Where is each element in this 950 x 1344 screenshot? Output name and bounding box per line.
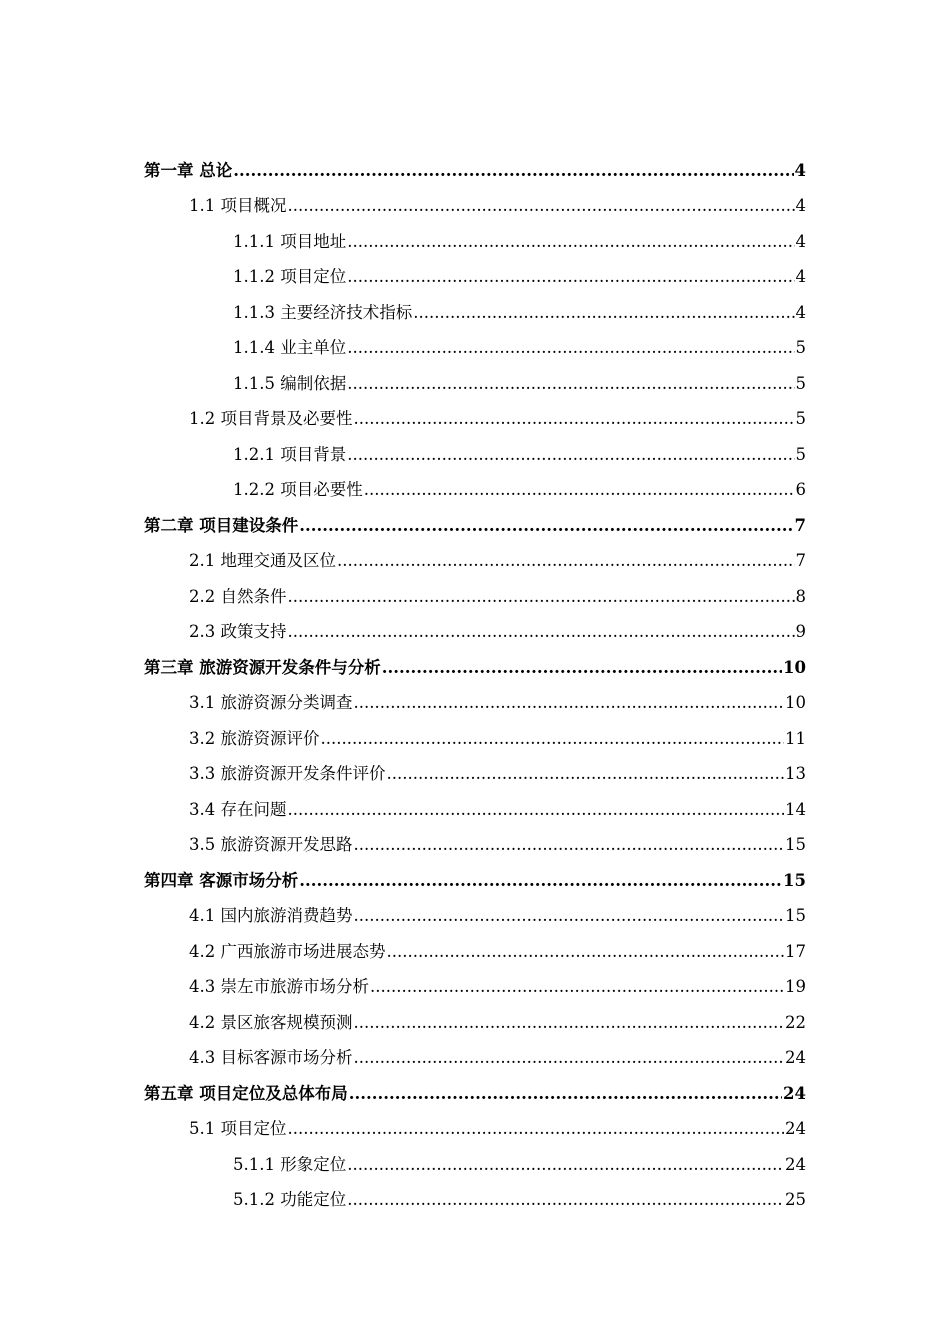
toc-entry-line [189,695,806,712]
toc-entry-line [144,515,806,535]
toc-page-number: 4 [795,267,806,286]
toc-entry-line [189,908,806,925]
toc-entry-line [189,979,806,996]
toc-chapter-entry[interactable] [0,153,950,189]
toc-section-entry[interactable] [0,757,950,793]
toc-entry-title: 1.1.1 项目地址 [233,231,347,251]
toc-dot-leader [347,447,794,464]
toc-entry-line [144,870,806,890]
toc-page-number: 4 [795,196,806,215]
toc-section-entry[interactable] [0,899,950,935]
toc-dot-leader [413,305,794,322]
toc-section-entry[interactable] [0,579,950,615]
toc-section-entry[interactable] [0,1005,950,1041]
toc-page-number: 4 [795,231,806,251]
toc-entry-title: 4.2 广西旅游市场进展态势 [189,941,386,961]
toc-page-number: 11 [785,728,806,748]
toc-section-entry[interactable] [0,295,950,331]
toc-dot-leader [347,376,794,393]
toc-entry-line [189,1121,806,1138]
toc-entry-line [189,941,806,961]
toc-page-number: 22 [785,1012,806,1032]
toc-entry-title: 2.1 地理交通及区位 [189,551,336,570]
toc-entry-line [189,198,806,215]
toc-section-entry[interactable] [0,473,950,509]
toc-entry-line [233,482,806,499]
toc-entry-line [189,766,806,783]
toc-entry-line [189,411,806,428]
toc-dot-leader [233,163,793,180]
toc-entry-line [233,340,806,357]
toc-entry-title: 3.2 旅游资源评价 [189,728,320,748]
toc-dot-leader [354,1015,785,1032]
toc-page-number: 24 [785,1119,806,1138]
toc-dot-leader [387,944,785,961]
toc-dot-leader [354,695,785,712]
toc-page-number: 4 [794,160,806,180]
toc-section-entry[interactable] [0,331,950,367]
toc-dot-leader [347,1157,784,1174]
toc-page-number: 4 [795,302,806,322]
toc-dot-leader [347,269,794,286]
toc-section-entry[interactable] [0,1147,950,1183]
toc-dot-leader [354,908,785,925]
toc-entry-title: 3.1 旅游资源分类调查 [189,693,353,712]
toc-entry-line [233,1192,806,1209]
toc-dot-leader [299,518,793,535]
toc-section-entry[interactable] [0,366,950,402]
toc-page-number: 5 [795,444,806,464]
toc-entry-line [233,269,806,286]
toc-entry-title: 3.5 旅游资源开发思路 [189,835,353,854]
toc-page-number: 10 [783,657,806,677]
toc-dot-leader [382,660,782,677]
toc-section-entry[interactable] [0,615,950,651]
toc-page-number: 14 [785,799,806,819]
toc-entry-title: 1.2 项目背景及必要性 [189,409,353,428]
toc-entry-title: 5.1.2 功能定位 [233,1190,347,1209]
toc-dot-leader [299,873,782,890]
toc-dot-leader [347,1192,784,1209]
toc-entry-line [189,799,806,819]
toc-dot-leader [354,411,795,428]
toc-entry-title: 2.3 政策支持 [189,622,287,641]
toc-entry-title: 5.1 项目定位 [189,1119,287,1138]
toc-entry-title: 第五章 项目定位及总体布局 [144,1083,348,1103]
toc-section-entry[interactable] [0,224,950,260]
toc-section-entry[interactable] [0,437,950,473]
toc-entry-title: 1.1.2 项目定位 [233,267,347,286]
toc-entry-title: 2.2 自然条件 [189,586,287,606]
toc-dot-leader [288,624,795,641]
toc-page-number: 15 [785,906,806,925]
toc-entry-line [189,624,806,641]
toc-entry-line [189,586,806,606]
toc-section-entry[interactable] [0,402,950,438]
toc-dot-leader [288,589,795,606]
toc-entry-line [233,1154,806,1174]
toc-entry-title: 1.1.4 业主单位 [233,338,347,357]
toc-chapter-entry[interactable] [0,508,950,544]
toc-dot-leader [337,553,795,570]
toc-page-number: 15 [783,870,806,890]
toc-entry-title: 4.3 崇左市旅游市场分析 [189,977,369,996]
toc-entry-title: 1.1 项目概况 [189,196,287,215]
toc-entry-title: 第四章 客源市场分析 [144,870,299,890]
toc-section-entry[interactable] [0,792,950,828]
toc-page-number: 17 [785,941,806,961]
toc-dot-leader [349,1086,782,1103]
toc-chapter-entry[interactable] [0,1076,950,1112]
toc-dot-leader [364,482,795,499]
toc-page-number: 7 [794,515,806,535]
toc-section-entry[interactable] [0,1183,950,1219]
toc-page-number: 6 [795,480,806,499]
toc-dot-leader [288,802,785,819]
toc-section-entry[interactable] [0,934,950,970]
toc-entry-line [189,728,806,748]
toc-page-number: 10 [785,693,806,712]
toc-dot-leader [370,979,784,996]
toc-section-entry[interactable] [0,544,950,580]
toc-dot-leader [354,837,785,854]
toc-section-entry[interactable] [0,828,950,864]
toc-chapter-entry[interactable] [0,650,950,686]
toc-dot-leader [347,340,794,357]
toc-section-entry[interactable] [0,1112,950,1148]
toc-entry-title: 3.3 旅游资源开发条件评价 [189,764,386,783]
toc-dot-leader [321,731,785,748]
toc-entry-line [189,553,806,570]
toc-dot-leader [288,198,795,215]
toc-dot-leader [347,234,794,251]
toc-page-number: 5 [795,409,806,428]
toc-entry-line [189,1050,806,1067]
toc-section-entry[interactable] [0,686,950,722]
toc-section-entry[interactable] [0,260,950,296]
toc-entry-line [233,444,806,464]
toc-entry-title: 第一章 总论 [144,160,233,180]
toc-page-number: 7 [795,551,806,570]
toc-section-entry[interactable] [0,189,950,225]
toc-entry-line [144,160,806,180]
toc-page-number: 5 [795,338,806,357]
toc-page-number: 5 [795,373,806,393]
toc-page-number: 24 [785,1154,806,1174]
toc-entry-line [189,1012,806,1032]
toc-page-number: 9 [795,622,806,641]
toc-entry-line [233,231,806,251]
toc-entry-title: 1.2.2 项目必要性 [233,480,363,499]
toc-page-number: 8 [795,586,806,606]
toc-section-entry[interactable] [0,1041,950,1077]
toc-entry-title: 第三章 旅游资源开发条件与分析 [144,657,381,677]
toc-page-number: 25 [785,1190,806,1209]
toc-dot-leader [354,1050,785,1067]
toc-entry-title: 5.1.1 形象定位 [233,1154,347,1174]
toc-section-entry[interactable] [0,970,950,1006]
toc-entry-line [233,373,806,393]
toc-dot-leader [288,1121,785,1138]
toc-page-number: 15 [785,835,806,854]
toc-section-entry[interactable] [0,721,950,757]
toc-page-number: 19 [785,977,806,996]
toc-entry-title: 3.4 存在问题 [189,799,287,819]
toc-page-number: 13 [785,764,806,783]
toc-entry-title: 4.3 目标客源市场分析 [189,1048,353,1067]
toc-entry-title: 1.2.1 项目背景 [233,444,347,464]
toc-entry-title: 1.1.3 主要经济技术指标 [233,302,413,322]
toc-entry-line [189,837,806,854]
table-of-contents [0,153,950,1218]
toc-entry-line [144,657,806,677]
toc-entry-title: 4.2 景区旅客规模预测 [189,1012,353,1032]
toc-entry-title: 4.1 国内旅游消费趋势 [189,906,353,925]
toc-entry-line [233,302,806,322]
toc-page-number: 24 [783,1083,806,1103]
toc-chapter-entry[interactable] [0,863,950,899]
toc-entry-title: 第二章 项目建设条件 [144,515,299,535]
toc-entry-line [144,1083,806,1103]
toc-page-number: 24 [785,1048,806,1067]
toc-dot-leader [387,766,785,783]
toc-entry-title: 1.1.5 编制依据 [233,373,347,393]
